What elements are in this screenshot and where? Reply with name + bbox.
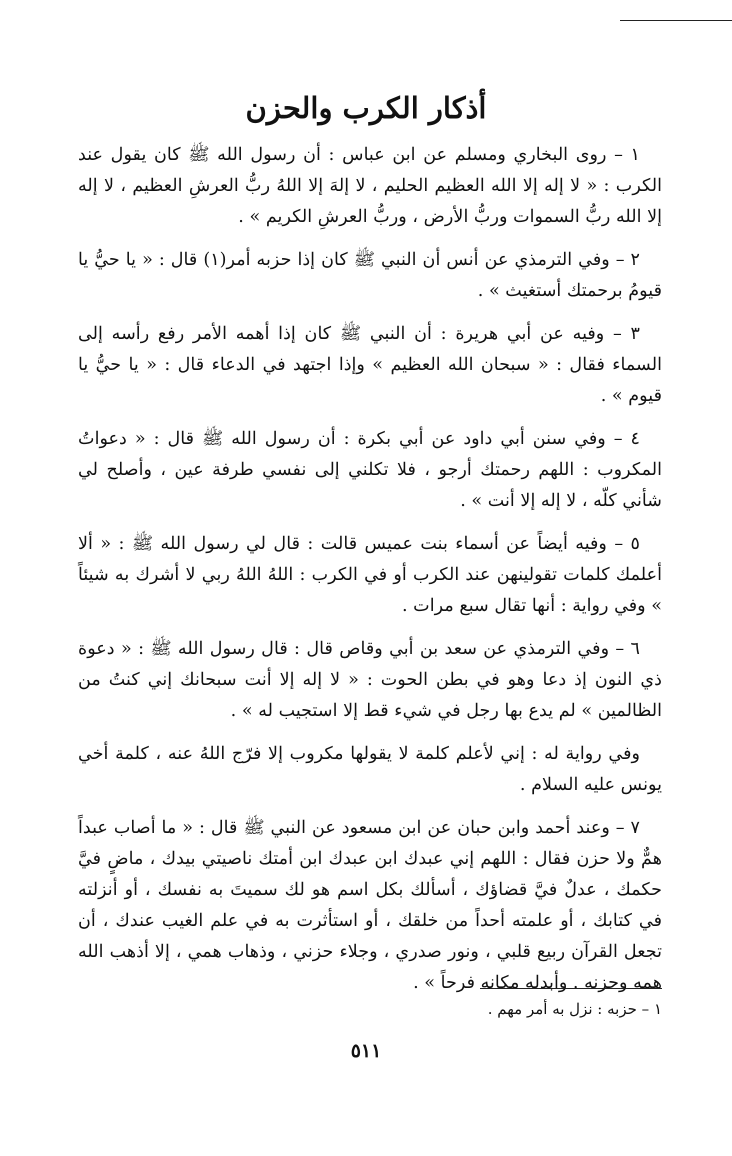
paragraph-3: ٣ – وفيه عن أبي هريرة : أن النبي ﷺ كان إذا أهمه الأمر رفع رأسه إلى السماء فقال : « سبحان الله العظيم » وإذا اجتهد في الدعاء قال : « يا حيُّ يا قيوم » . xyxy=(78,324,662,406)
paragraph-2: ٢ – وفي الترمذي عن أنس أن النبي ﷺ كان إذا حزبه أمر(١) قال : « يا حيُّ يا قيومُ برحمتك أستغيث » . xyxy=(78,250,662,301)
body-text xyxy=(78,140,662,1011)
top-rule xyxy=(620,20,732,21)
paragraph-4: ٤ – وفي سنن أبي داود عن أبي بكرة : أن رسول الله ﷺ قال : « دعواتُ المكروب : اللهم رحمتك أرجو ، فلا تكلني إلى نفسي طرفة عين ، وأصلح لي شأني كلّه ، لا إله إلا أنت » . xyxy=(78,429,662,511)
footnote-rule xyxy=(480,988,662,989)
footnote: ١ – حزبه : نزل به أمر مهم . xyxy=(487,1000,662,1018)
page-number: ٥١١ xyxy=(350,1040,382,1062)
page-title: أذكار الكرب والحزن xyxy=(245,91,487,125)
paragraph-6-narration: وفي رواية له : إني لأعلم كلمة لا يقولها مكروب إلا فرّج اللهُ عنه ، كلمة أخي يونس عليه السلام . xyxy=(78,744,662,795)
paragraph-1: ١ – روى البخاري ومسلم عن ابن عباس : أن رسول الله ﷺ كان يقول عند الكرب : « لا إله إلا الله العظيم الحليم ، لا إلهَ إلا اللهُ ربُّ العرشِ العظيم ، لا إله إلا الله ربُّ السموات وربُّ الأرض ، وربُّ العرشِ الكريم » . xyxy=(78,145,662,227)
paragraph-6: ٦ – وفي الترمذي عن سعد بن أبي وقاص قال : قال رسول الله ﷺ : « دعوة ذي النون إذ دعا وهو في بطن الحوت : « لا إله إلا أنت سبحانك إني كنتُ من الظالمين » لم يدع بها رجل في شيء قط إلا استجيب له » . xyxy=(78,639,662,721)
paragraph-5: ٥ – وفيه أيضاً عن أسماء بنت عميس قالت : قال لي رسول الله ﷺ : « ألا أعلمك كلمات تقولينهن عند الكرب أو في الكرب : اللهُ اللهُ ربي لا أشرك به شيئاً » وفي رواية : أنها تقال سبع مرات . xyxy=(78,534,662,616)
paragraph-7: ٧ – وعند أحمد وابن حبان عن ابن مسعود عن النبي ﷺ قال : « ما أصاب عبداً همٌّ ولا حزن فقال : اللهم إني عبدك ابن عبدك ابن أمتك ناصيتي بيدك ، ماضٍ فيَّ حكمك ، عدلٌ فيَّ قضاؤك ، أسألك بكل اسم هو لك سميتَ به نفسك ، أو أنزلته في كتابك ، أو علمته أحداً من خلقك ، أو استأثرت به في علم الغيب عندك ، أن تجعل القرآن ربيع قلبي ، ونور صدري ، وجلاء حزني ، وذهاب همي ، إلا أذهب الله همه وحزنه . وأبدله مكانه فرحاً » . xyxy=(78,818,662,993)
